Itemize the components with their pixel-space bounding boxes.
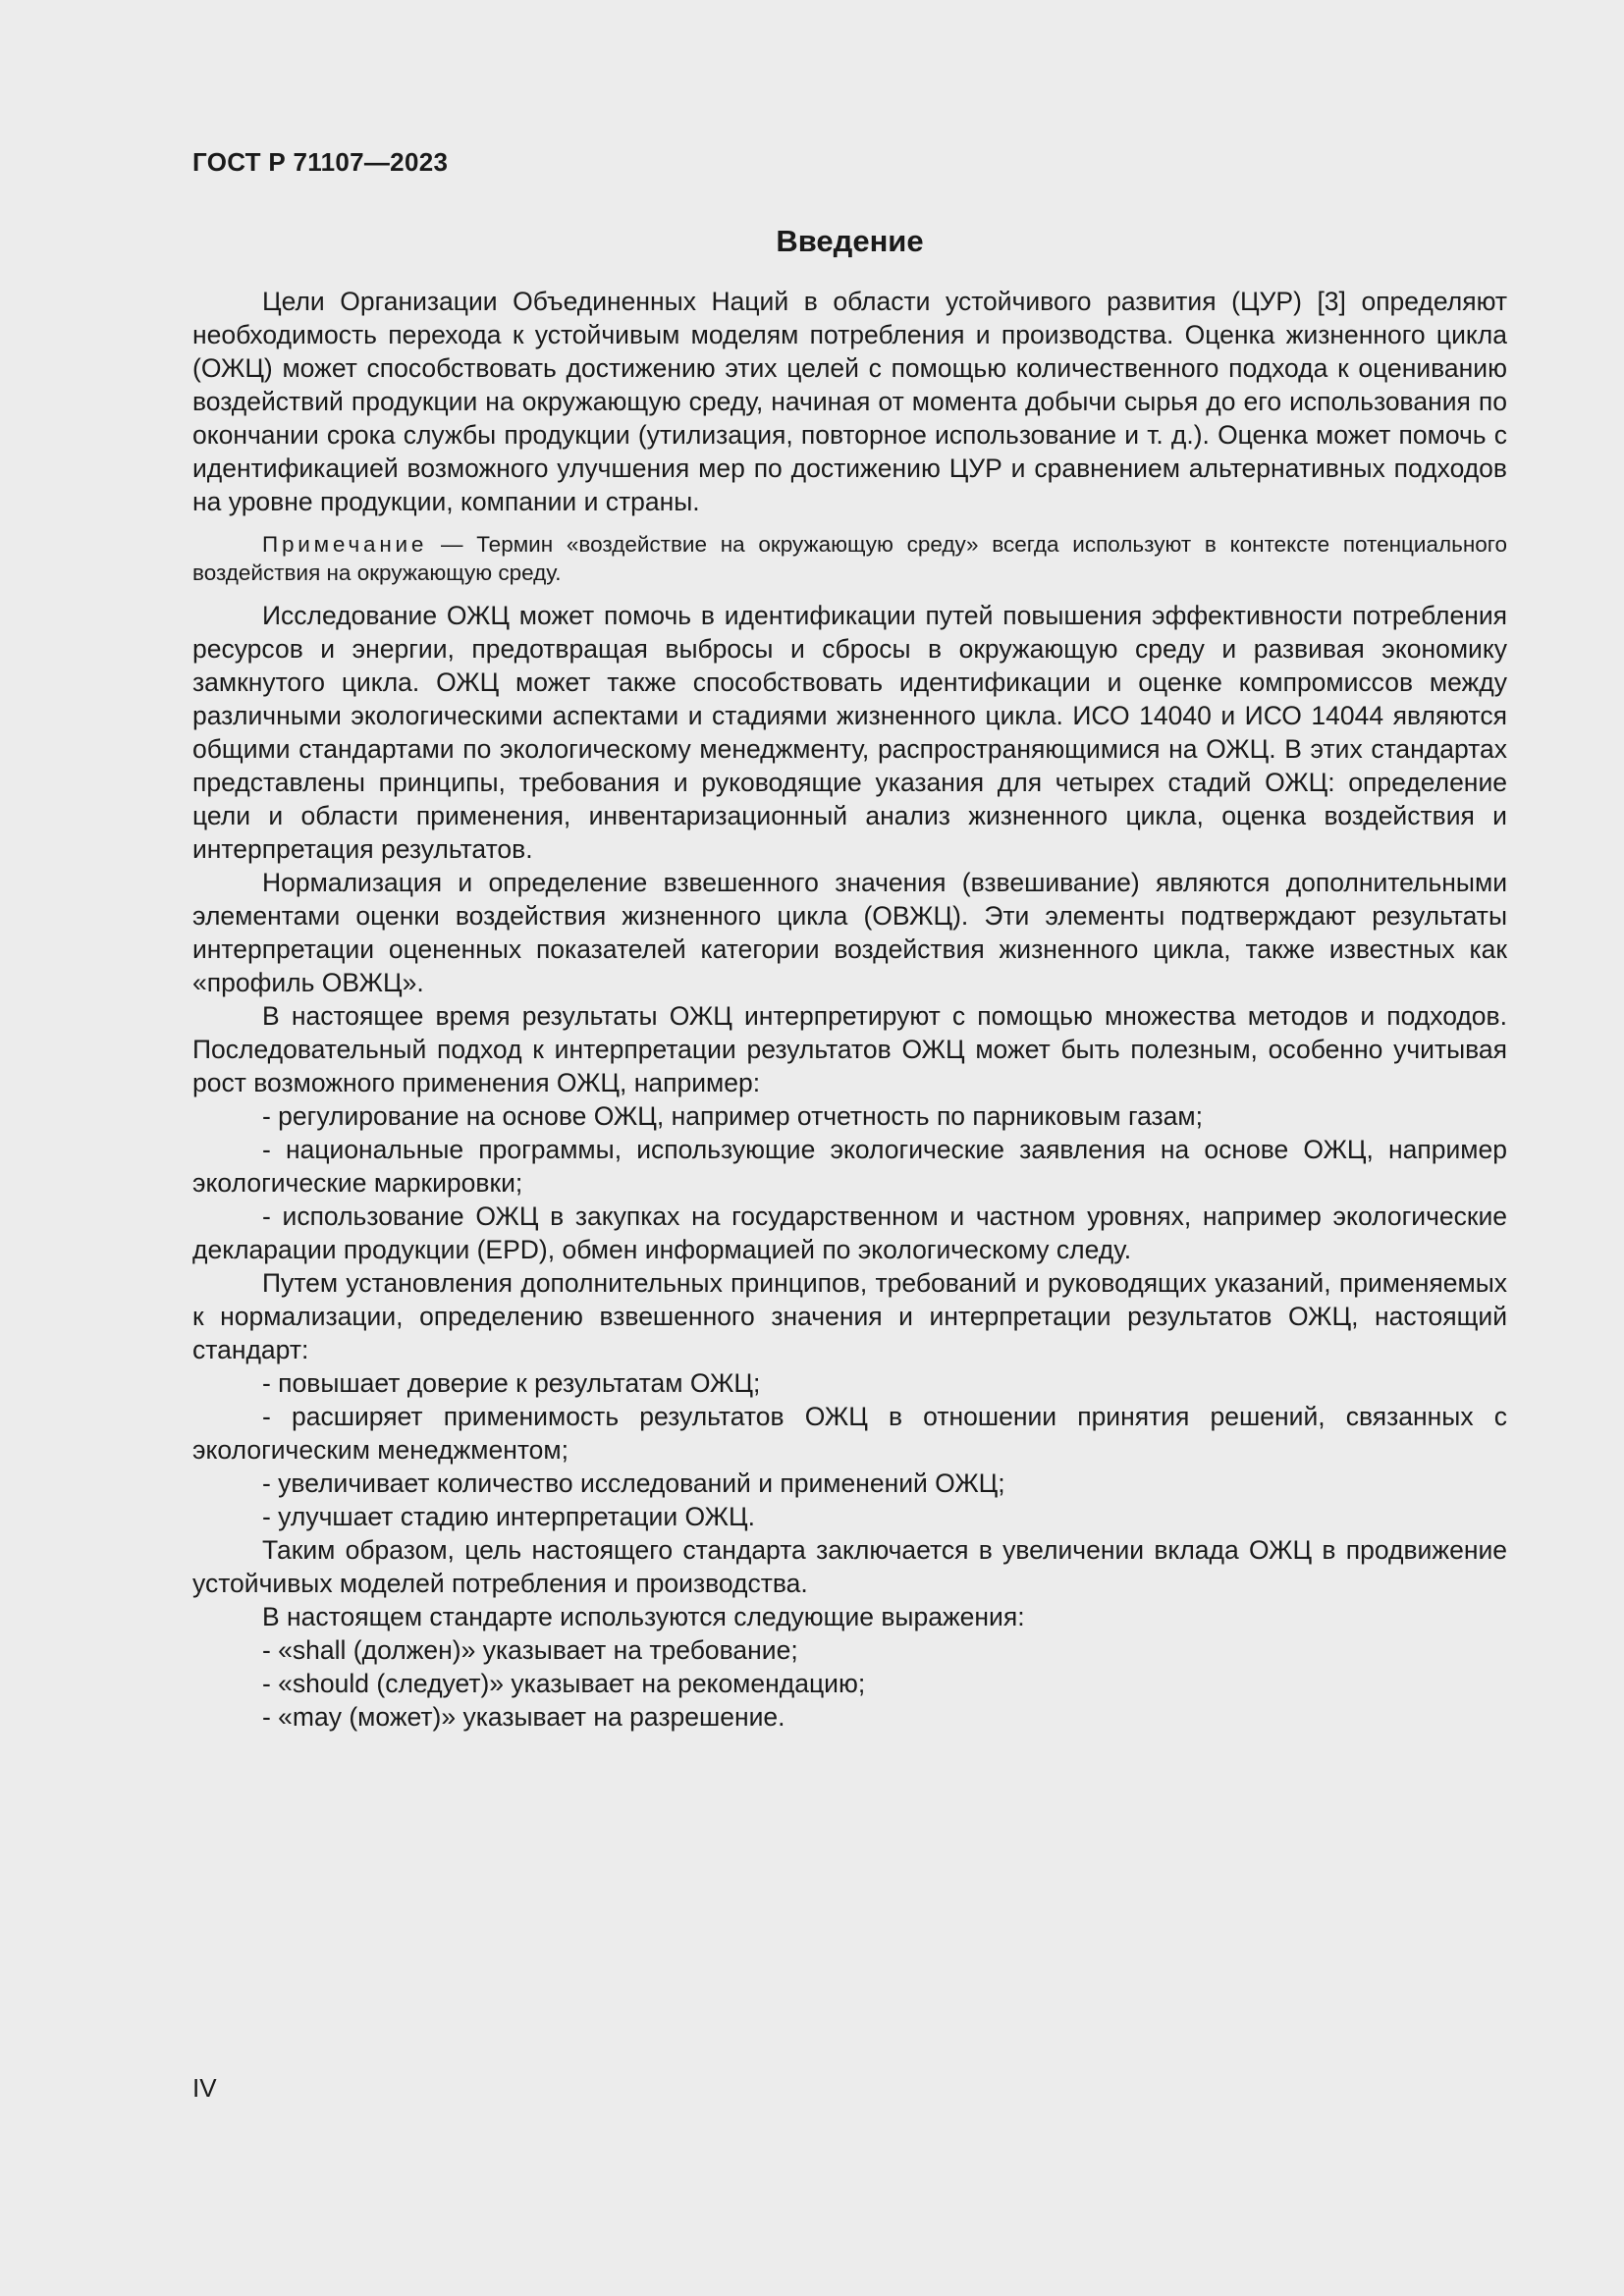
section-title: Введение: [776, 224, 924, 258]
list-item: - «shall (должен)» указывает на требование;: [262, 1635, 798, 1665]
paragraph-standard-purpose: Путем установления дополнительных принципов, требований и руководящих указаний, применяемых к нормализации, определению взвешенного значения и интерпретации результатов ОЖЦ, настоящий стандарт:: [192, 1268, 1507, 1364]
list-item: - повышает доверие к результатам ОЖЦ;: [262, 1368, 761, 1398]
list-item: - национальные программы, использующие экологические заявления на основе ОЖЦ, например экологические маркировки;: [192, 1135, 1507, 1198]
list-item: - расширяет применимость результатов ОЖЦ в отношении принятия решений, связанных с экологическим менеджментом;: [192, 1402, 1507, 1465]
paragraph-expressions-intro: В настоящем стандарте используются следующие выражения:: [262, 1602, 1025, 1631]
list-item: - увеличивает количество исследований и применений ОЖЦ;: [262, 1468, 1005, 1498]
paragraph-normalization: Нормализация и определение взвешенного значения (взвешивание) являются дополнительными элементами оценки воздействия жизненного цикла (ОВЖЦ). Эти элементы подтверждают результаты интерпретации оцененных показателей категории воздействия жизненного цикла, также известных как «профиль ОВЖЦ».: [192, 868, 1507, 997]
document-code-header: ГОСТ Р 71107—2023: [192, 147, 449, 177]
list-item: - использование ОЖЦ в закупках на государственном и частном уровнях, например экологические декларации продукции (EPD), обмен информацией по экологическому следу.: [192, 1201, 1507, 1264]
note-label: Примечание: [262, 532, 428, 557]
note-text: — Термин «воздействие на окружающую среду» всегда используют в контексте потенциального воздействия на окружающую среду.: [192, 532, 1507, 585]
list-item: - улучшает стадию интерпретации ОЖЦ.: [262, 1502, 755, 1531]
note-paragraph: [192, 530, 1507, 587]
paragraph-conclusion: Таким образом, цель настоящего стандарта заключается в увеличении вклада ОЖЦ в продвижение устойчивых моделей потребления и производства.: [192, 1535, 1507, 1598]
paragraph-interpretation: В настоящее время результаты ОЖЦ интерпретируют с помощью множества методов и подходов. Последовательный подход к интерпретации результатов ОЖЦ может быть полезным, особенно учитывая рост возможного применения ОЖЦ, например:: [192, 1001, 1507, 1097]
list-item: - регулирование на основе ОЖЦ, например отчетность по парниковым газам;: [262, 1101, 1203, 1131]
paragraph-sdg-goals: Цели Организации Объединенных Наций в области устойчивого развития (ЦУР) [3] определяют необходимость перехода к устойчивым моделям потребления и производства. Оценка жизненного цикла (ОЖЦ) может способствовать достижению этих целей с помощью количественного подхода к оцениванию воздействий продукции на окружающую среду, начиная от момента добычи сырья до его использования по окончании срока службы продукции (утилизация, повторное использование и т. д.). Оценка может помочь с идентификацией возможного улучшения мер по достижению ЦУР и сравнением альтернативных подходов на уровне продукции, компании и страны.: [192, 287, 1507, 516]
page-number: IV: [192, 2073, 217, 2103]
introduction-body: [192, 285, 1507, 1734]
list-item: - «should (следует)» указывает на рекомендацию;: [262, 1669, 866, 1698]
list-item: - «may (может)» указывает на разрешение.: [262, 1702, 785, 1732]
paragraph-lca-study: Исследование ОЖЦ может помочь в идентификации путей повышения эффективности потребления ресурсов и энергии, предотвращая выбросы и сбросы в окружающую среду и развивая экономику замкнутого цикла. ОЖЦ может также способствовать идентификации и оценке компромиссов между различными экологическими аспектами и стадиями жизненного цикла. ИСО 14040 и ИСО 14044 являются общими стандартами по экологическому менеджменту, распространяющимися на ОЖЦ. В этих стандартах представлены принципы, требования и руководящие указания для четырех стадий ОЖЦ: определение цели и области применения, инвентаризационный анализ жизненного цикла, оценка воздействия и интерпретация результатов.: [192, 601, 1507, 864]
